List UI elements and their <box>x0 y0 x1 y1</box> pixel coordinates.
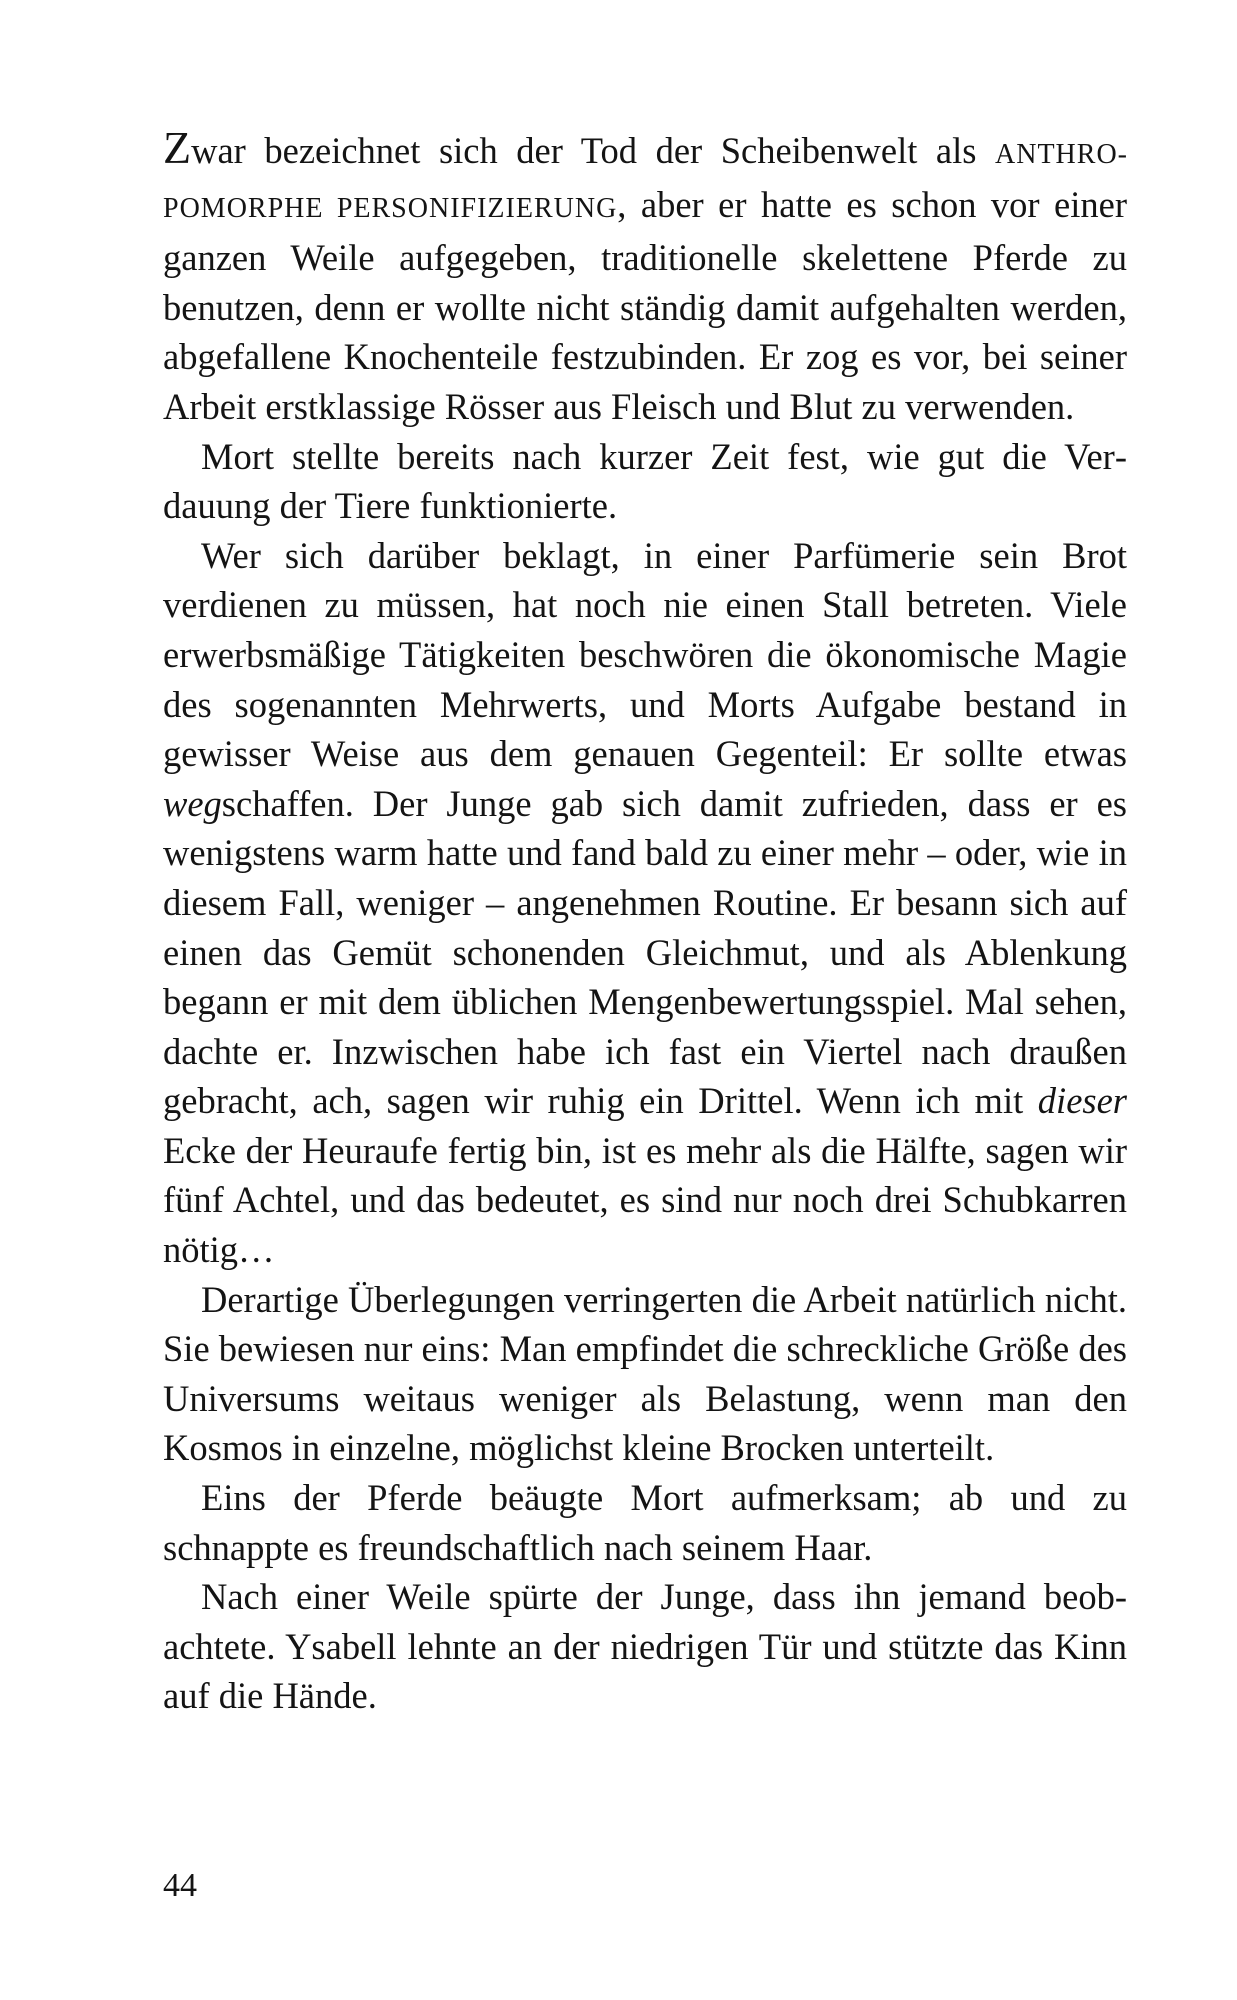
paragraph-6: Nach einer Weile spürte der Junge, dass ihn jemand beobachtete. Ysabell lehnte an der niedrigen Tür und stützte das Kinn auf die Hände. <box>163 1576 1127 1717</box>
paragraph-3 <box>163 531 1127 1275</box>
paragraph-3-after: Ecke der Heuraufe fertig bin, ist es mehr als die Hälfte, sagen wir fünf Achtel, und das bedeutet, es sind nur noch drei Schubkarren nötig… <box>163 1129 1127 1271</box>
page-number: 44 <box>163 1867 197 1904</box>
paragraph-3-emphasis-dieser: dieser <box>1037 1080 1127 1122</box>
paragraph-1-lead: war bezeichnet sich der Tod der Scheibenwelt als <box>191 130 995 171</box>
paragraph-1-first-letter: Z <box>163 122 192 173</box>
paragraph-1-rest: , aber er hatte es schon vor einer ganzen Weile aufgegeben, traditionelle skelettene Pferde zu benutzen, denn er wollte nicht ständig damit aufgehalten werden, abgefallene Knochenteile festzubinden. Er zog es vor, bei seiner Arbeit erstklassige Rösser aus Fleisch und Blut zu verwenden. <box>163 183 1127 427</box>
paragraph-1-smallcaps: ANTHROPOMORPHE PERSONIFIZIERUNG <box>163 139 1127 224</box>
paragraph-4: Derartige Überlegungen verringerten die Arbeit natürlich nicht. Sie bewiesen nur eins: Man empfindet die schreckliche Größe des Universums weitaus weniger als Belastung, wenn man den Kosmos in einzelne, möglichst kleine Brocken unterteilt. <box>163 1278 1127 1469</box>
paragraph-1 <box>163 122 1127 432</box>
body-text <box>163 122 1127 1721</box>
paragraph-5: Eins der Pferde beäugte Mort aufmerksam; ab und zu schnappte es freundschaftlich nach seinem Haar. <box>163 1477 1127 1568</box>
paragraph-2: Mort stellte bereits nach kurzer Zeit fest, wie gut die Verdauung der Tiere funktionierte. <box>163 435 1127 527</box>
paragraph-3-emphasis-weg: weg <box>163 782 222 824</box>
paragraph-3-before: Wer sich darüber beklagt, in einer Parfümerie sein Brot verdienen zu müssen, hat noch nie einen Stall betreten. Viele erwerbsmäßige Tätigkeiten beschwören die ökonomische Magie des sogenannten Mehrwerts, und Morts Aufgabe bestand in gewisser Weise aus dem genauen Gegenteil: Er sollte etwas <box>163 534 1127 775</box>
paragraph-3-middle: schaffen. Der Junge gab sich damit zufrieden, dass er es wenigstens warm hatte und fand bald zu einer mehr – oder, wie in diesem Fall, weniger – angenehmen Routine. Er besann sich auf einen das Gemüt schonenden Gleichmut, und als Ablenkung begann er mit dem üblichen Mengenbewertungsspiel. Mal sehen, dachte er. Inzwischen habe ich fast ein Viertel nach draußen gebracht, ach, sagen wir ruhig ein Drittel. Wenn ich mit <box>163 782 1127 1122</box>
